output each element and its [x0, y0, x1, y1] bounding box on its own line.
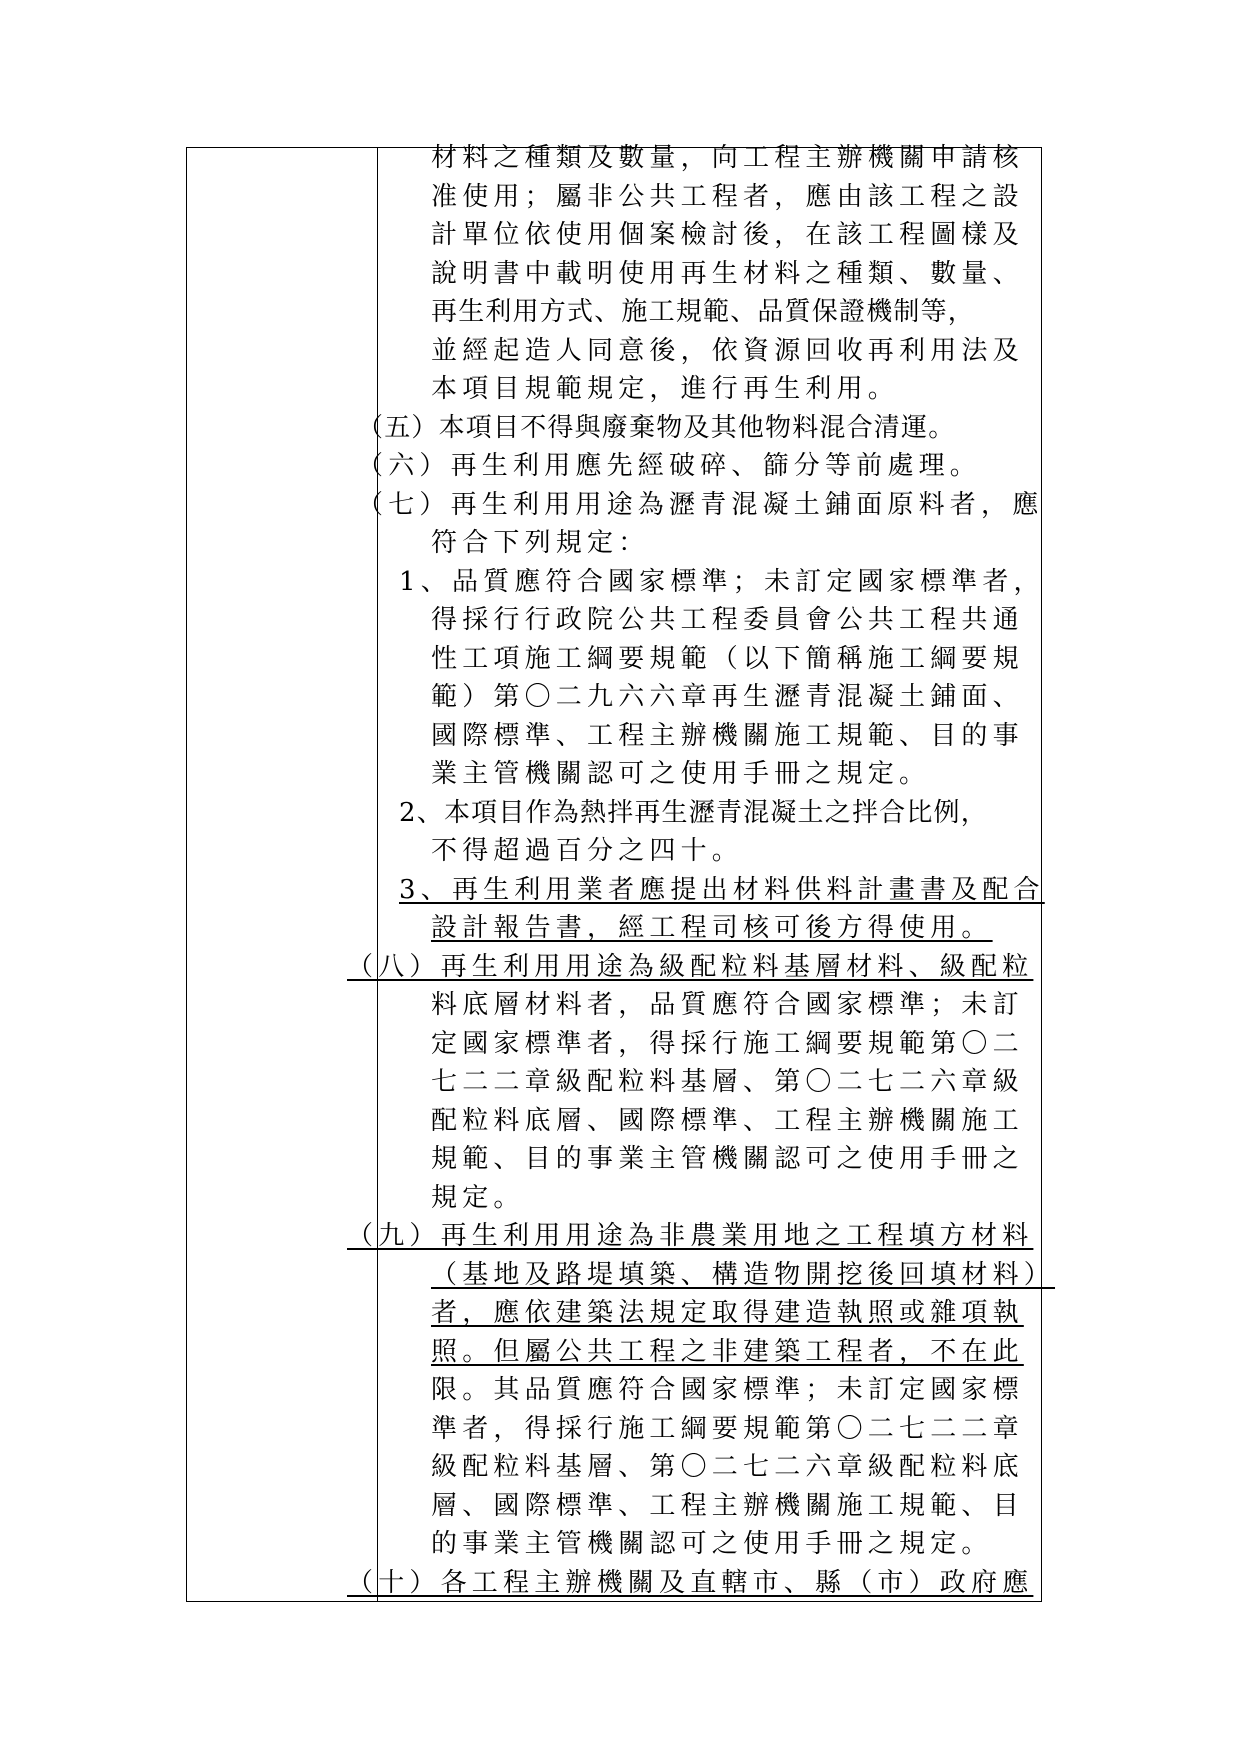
- text-line: 定國家標準者，得採行施工綱要規範第〇二: [431, 1028, 1024, 1059]
- text-line: 業主管機關認可之使用手冊之規定。: [431, 759, 931, 789]
- text-line: （八）再生利用用途為級配粒料基層材料、級配粒: [347, 951, 1034, 982]
- text-line: 規範、目的事業主管機關認可之使用手冊之: [431, 1144, 1024, 1174]
- text-line: 得採行行政院公共工程委員會公共工程共通: [431, 605, 1024, 635]
- table-right-column: [347, 143, 1056, 1601]
- text-line: 本項目規範規定，進行再生利用。: [431, 374, 900, 404]
- text-line: （七）再生利用用途為瀝青混凝土鋪面原料者，應: [357, 489, 1044, 520]
- text-line: 3、再生利用業者應提出材料供料計畫書及配合: [399, 874, 1045, 905]
- text-line: 並經起造人同意後，依資源回收再利用法及: [431, 335, 1024, 366]
- text-line: 計單位依使用個案檢討後，在該工程圖樣及: [431, 220, 1024, 250]
- text-line: （五）本項目不得與廢棄物及其他物料混合清運。: [357, 412, 956, 443]
- text-line: （九）再生利用用途為非農業用地之工程填方材料: [347, 1221, 1034, 1251]
- text-line: 層、國際標準、工程主辦機關施工規範、目: [431, 1490, 1024, 1521]
- text-line: 七二二章級配粒料基層、第〇二七二六章級: [431, 1067, 1024, 1097]
- text-line: 再生利用方式、施工規範、品質保證機制等，: [431, 297, 976, 327]
- text-line: 性工項施工綱要規範（以下簡稱施工綱要規: [431, 643, 1024, 674]
- text-line: 準者，得採行施工綱要規範第〇二七二二章: [431, 1413, 1024, 1444]
- document-table: [186, 143, 1056, 1602]
- text-line: 料底層材料者，品質應符合國家標準；未訂: [431, 990, 1024, 1020]
- text-line: 符合下列規定：: [431, 528, 650, 558]
- text-line: （十）各工程主辦機關及直轄市、縣（市）政府應: [347, 1567, 1034, 1598]
- text-line: 照。但屬公共工程之非建築工程者，不在此: [431, 1336, 1024, 1367]
- text-line: 者，應依建築法規定取得建造執照或雜項執: [431, 1298, 1024, 1328]
- text-line: （基地及路堤填築、構造物開挖後回填材料）: [431, 1259, 1056, 1290]
- text-line: 國際標準、工程主辦機關施工規範、目的事: [431, 720, 1024, 751]
- text-line: 範）第〇二九六六章再生瀝青混凝土鋪面、: [431, 682, 1024, 712]
- text-line: 材料之種類及數量，向工程主辦機關申請核: [431, 143, 1024, 173]
- text-line: 1、品質應符合國家標準；未訂定國家標準者，: [399, 566, 1045, 597]
- text-line: 的事業主管機關認可之使用手冊之規定。: [431, 1529, 993, 1559]
- text-line: （六）再生利用應先經破碎、篩分等前處理。: [357, 451, 982, 481]
- text-line: 2、本項目作為熱拌再生瀝青混凝土之拌合比例，: [399, 797, 988, 828]
- table-left-column: [187, 148, 378, 1601]
- text-line: 說明書中載明使用再生材料之種類、數量、: [431, 258, 1024, 289]
- text-line: 限。其品質應符合國家標準；未訂定國家標: [431, 1375, 1024, 1405]
- text-line: 不得超過百分之四十。: [431, 836, 744, 866]
- text-line: 規定。: [431, 1182, 525, 1213]
- text-line: 配粒料底層、國際標準、工程主辦機關施工: [431, 1105, 1024, 1136]
- text-line: 級配粒料基層、第〇二七二六章級配粒料底: [431, 1452, 1024, 1482]
- text-line: 設計報告書，經工程司核可後方得使用。: [431, 913, 993, 943]
- text-line: 准使用；屬非公共工程者，應由該工程之設: [431, 181, 1024, 212]
